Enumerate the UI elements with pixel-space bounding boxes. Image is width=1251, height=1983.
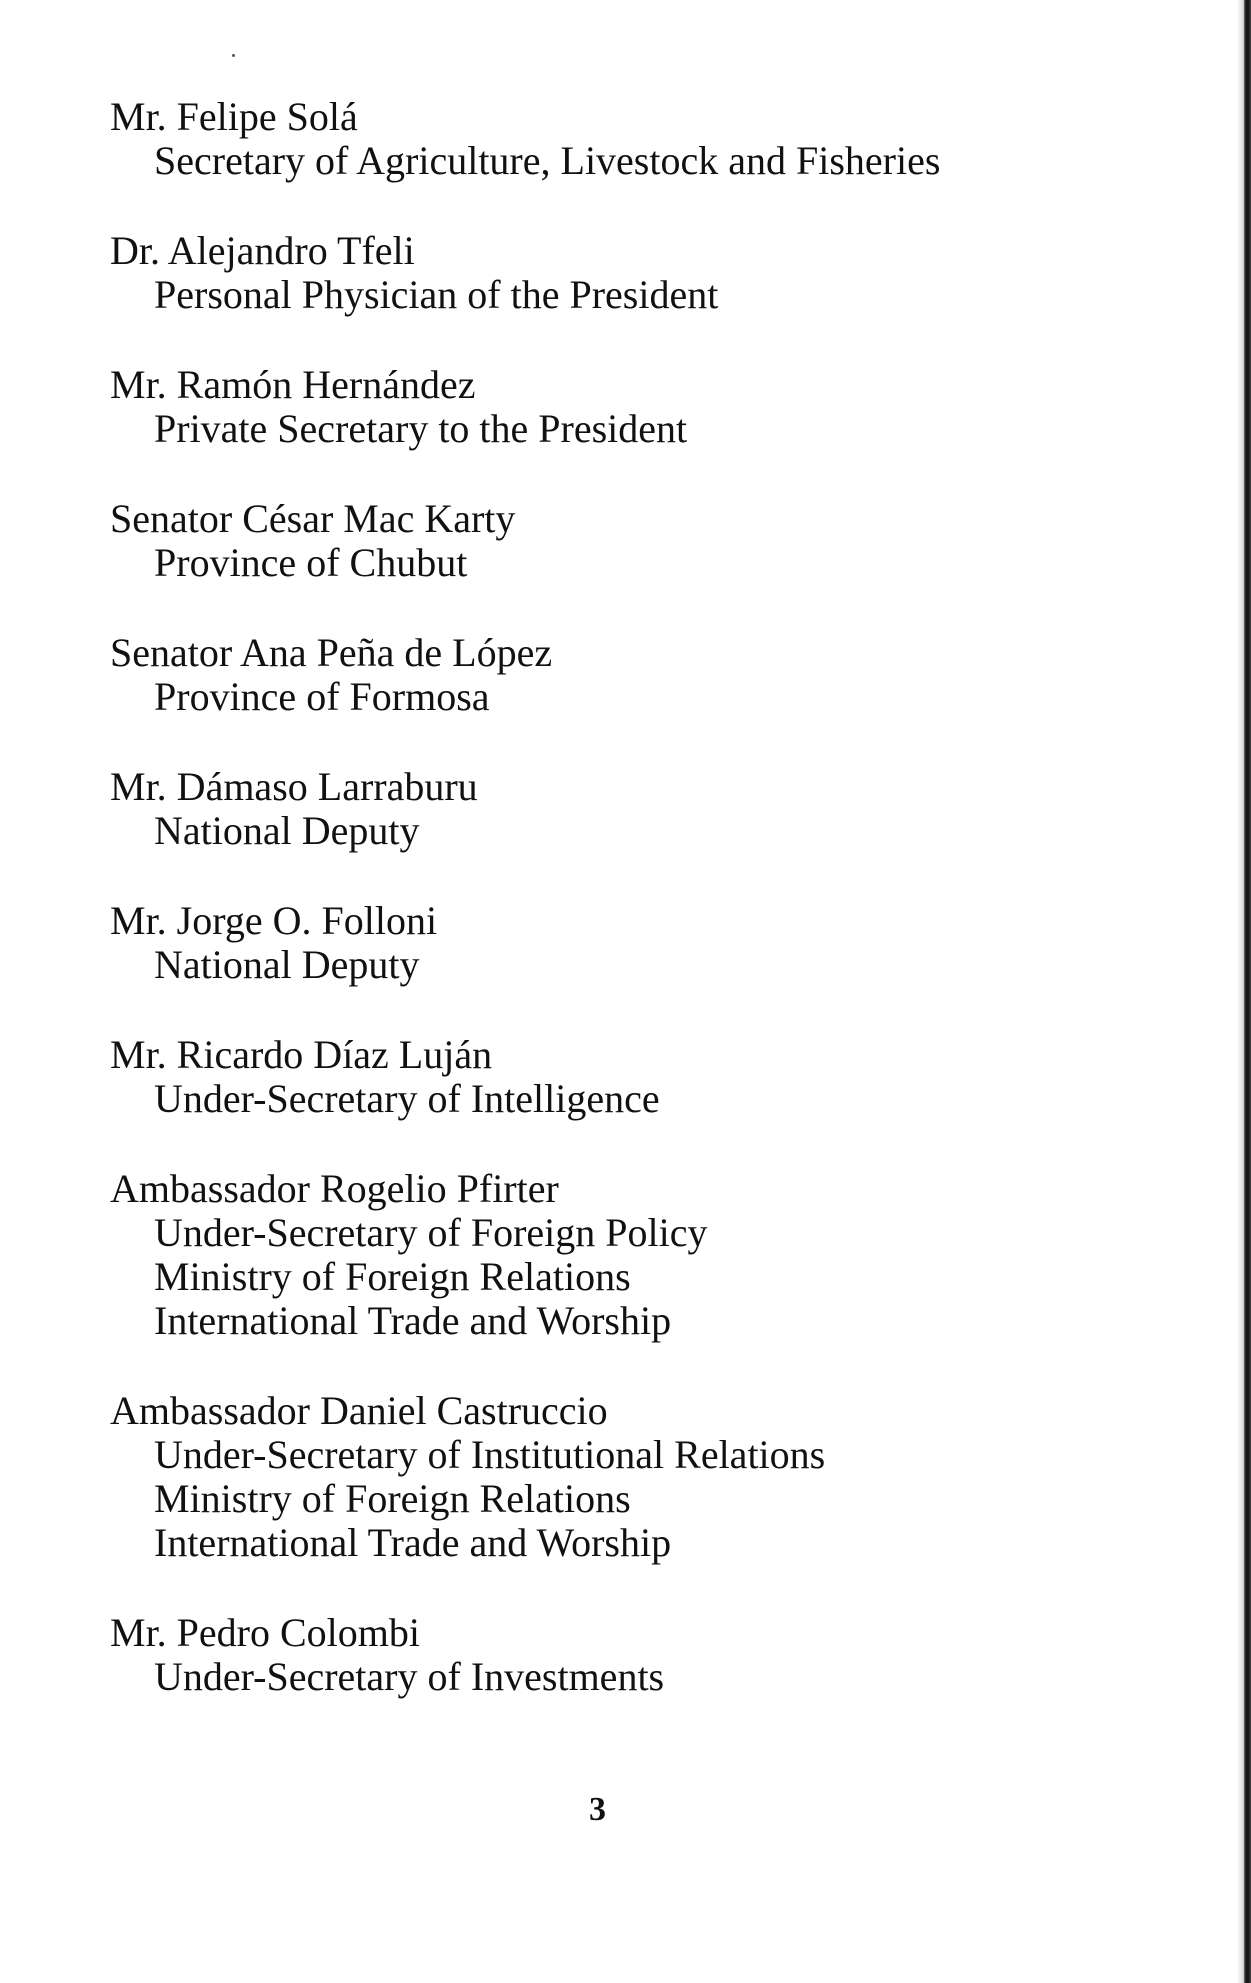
entry-title-line: Under-Secretary of Intelligence [154, 1076, 660, 1121]
entry-title-line: Personal Physician of the President [154, 272, 719, 317]
entry-title-line: Ministry of Foreign Relations [154, 1254, 631, 1299]
scan-speck [232, 54, 235, 57]
delegation-entry [110, 497, 1110, 585]
entry-name: Dr. Alejandro Tfeli [110, 228, 415, 273]
entry-title-line: National Deputy [154, 942, 420, 987]
delegation-entry [110, 631, 1110, 719]
entry-title-line: Ministry of Foreign Relations [154, 1476, 631, 1521]
entry-title-line: Under-Secretary of Foreign Policy [154, 1210, 708, 1255]
entry-name: Senator César Mac Karty [110, 496, 516, 541]
delegation-entry [110, 229, 1110, 317]
entry-name: Mr. Pedro Colombi [110, 1610, 421, 1655]
delegation-entry [110, 363, 1110, 451]
entry-name: Mr. Felipe Solá [110, 94, 358, 139]
entry-name: Mr. Ricardo Díaz Luján [110, 1032, 493, 1077]
delegation-entry [110, 1167, 1110, 1343]
entry-title-line: Province of Chubut [154, 540, 468, 585]
delegation-entry [110, 1033, 1110, 1121]
entry-title-line: Secretary of Agriculture, Livestock and Fisheries [154, 138, 941, 183]
delegation-entry [110, 1611, 1110, 1699]
entry-title-line: National Deputy [154, 808, 420, 853]
delegation-entry [110, 1389, 1110, 1565]
entry-name: Senator Ana Peña de López [110, 630, 553, 675]
entry-title-line: International Trade and Worship [154, 1298, 672, 1343]
entry-name: Ambassador Rogelio Pfirter [110, 1166, 559, 1211]
entry-title-line: International Trade and Worship [154, 1520, 672, 1565]
entry-name: Mr. Dámaso Larraburu [110, 764, 478, 809]
entry-name: Ambassador Daniel Castruccio [110, 1388, 608, 1433]
entry-name: Mr. Ramón Hernández [110, 362, 476, 407]
entry-name: Mr. Jorge O. Folloni [110, 898, 438, 943]
delegation-list [110, 95, 1110, 1745]
delegation-entry [110, 765, 1110, 853]
page-binding-edge [1243, 0, 1251, 1983]
entry-title-line: Under-Secretary of Investments [154, 1654, 665, 1699]
page-number: 3 [589, 1791, 606, 1828]
entry-title-line: Province of Formosa [154, 674, 490, 719]
entry-title-line: Private Secretary to the President [154, 406, 688, 451]
entry-title-line: Under-Secretary of Institutional Relations [154, 1432, 826, 1477]
delegation-entry [110, 95, 1110, 183]
delegation-entry [110, 899, 1110, 987]
